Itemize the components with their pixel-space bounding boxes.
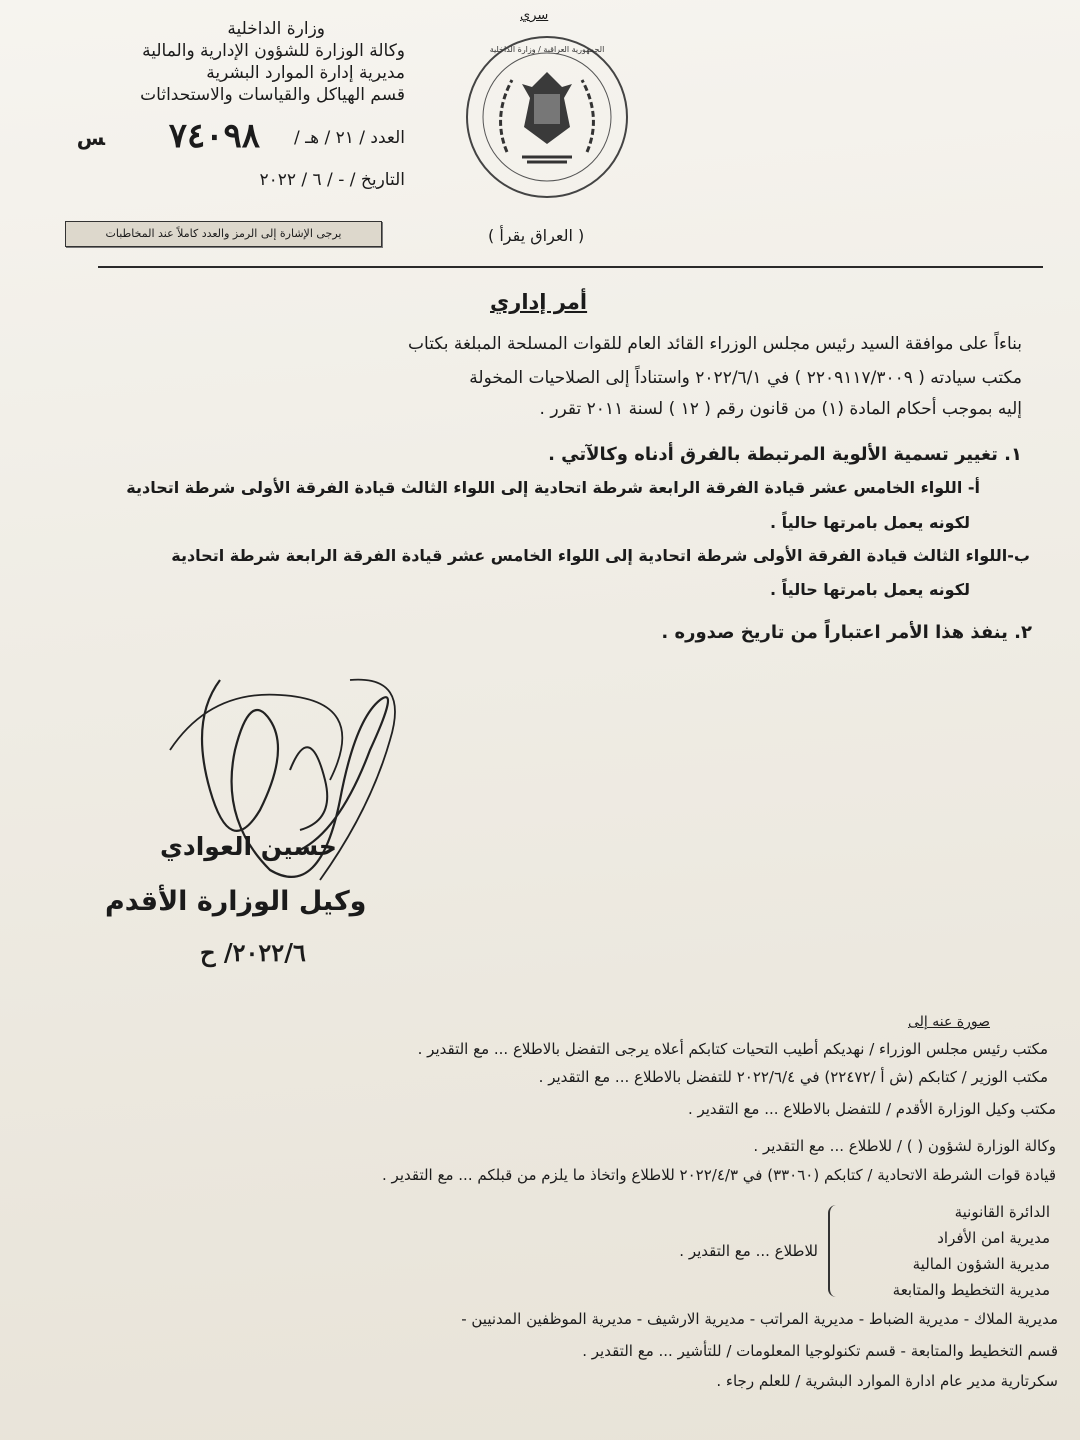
letterhead: [45, 18, 405, 106]
signatory-name: حسين العوادي: [160, 832, 337, 861]
order-item-2: ٢. ينفذ هذا الأمر اعتباراً من تاريخ صدوره .: [661, 622, 1032, 643]
date-row: التاريخ / - / ٦ / ٢٠٢٢: [259, 170, 405, 190]
reference-number: ٧٤٠٩٨: [168, 116, 260, 156]
reference-mark: ﺲ: [76, 126, 105, 150]
copy-group-item: مديرية الشؤون المالية: [912, 1255, 1050, 1273]
group-bracket: [828, 1205, 840, 1297]
body-line: بناءاً على موافقة السيد رئيس مجلس الوزراء القائد العام للقوات المسلحة المبلغة بكتاب: [408, 334, 1022, 354]
order-item-1b: ب-اللواء الثالث قيادة الفرقة الأولى شرطة اتحادية إلى اللواء الخامس عشر قيادة الفرقة الرابعة شرطة اتحادية: [171, 546, 1030, 565]
order-item-1b-cont: لكونه يعمل بامرتها حالياً .: [770, 580, 970, 599]
copy-line: مكتب وكيل الوزارة الأقدم / للتفضل بالاطلاع ... مع التقدير .: [687, 1100, 1056, 1118]
copy-line: وكالة الوزارة لشؤون ( ) / للاطلاع ... مع التقدير .: [753, 1137, 1056, 1155]
reference-row: [65, 116, 405, 156]
copy-group-note: للاطلاع ... مع التقدير .: [679, 1242, 818, 1260]
reference-note-box: يرجى الإشارة إلى الرمز والعدد كاملاً عند المخاطبات: [65, 221, 382, 247]
ministry-emblem-icon: [462, 32, 632, 202]
header-divider: [98, 266, 1043, 268]
emblem-text: الجمهورية العراقية / وزارة الداخلية: [489, 45, 605, 54]
copy-line: مكتب رئيس مجلس الوزراء / نهديكم أطيب التحيات كتابكم أعلاه يرجى التفضل بالاطلاع ... مع التقدير .: [417, 1040, 1048, 1058]
copy-tail-line: قسم التخطيط والمتابعة - قسم تكنولوجيا المعلومات / للتأشير ... مع التقدير .: [582, 1342, 1058, 1360]
order-item-1a-cont: لكونه يعمل بامرتها حالياً .: [770, 513, 970, 532]
document-title: أمر إداري: [490, 290, 588, 314]
order-item-1: ١. تغيير تسمية الألوية المرتبطة بالفرق أدناه وكالآتي .: [548, 444, 1022, 465]
signatory-title: وكيل الوزارة الأقدم: [105, 886, 367, 917]
order-item-1a: أ- اللواء الخامس عشر قيادة الفرقة الرابعة شرطة اتحادية إلى اللواء الثالث قيادة الفرقة الأولى شرطة اتحادية: [126, 478, 980, 497]
body-line: إليه بموجب أحكام المادة (١) من قانون رقم ( ١٢ ) لسنة ٢٠١١ تقرر .: [539, 399, 1022, 419]
signature-date: ٢٠٢٢/٦/ ح: [200, 938, 306, 967]
reference-label: العدد / ٢١ / هـ /: [293, 128, 405, 148]
handwritten-signature-icon: [150, 660, 440, 920]
copy-tail-line: سكرتارية مدير عام ادارة الموارد البشرية / للعلم رجاء .: [716, 1372, 1058, 1390]
letterhead-line: مديرية إدارة الموارد البشرية: [206, 63, 405, 83]
copy-line: قيادة قوات الشرطة الاتحادية / كتابكم (٣٣٠٦٠) في ٢٠٢٢/٤/٣ للاطلاع واتخاذ ما يلزم من قبلكم ... مع التقدير .: [382, 1166, 1056, 1184]
letterhead-line: وكالة الوزارة للشؤون الإدارية والمالية: [142, 41, 405, 61]
copy-tail-line: مديرية الملاك - مديرية الضباط - مديرية المراتب - مديرية الارشيف - مديرية الموظفين المدنيين -: [461, 1310, 1058, 1328]
classification-mark: سري: [520, 8, 549, 23]
copy-group-item: مديرية امن الأفراد: [937, 1229, 1050, 1247]
copies-heading: صورة عنه إلى: [907, 1014, 990, 1030]
copy-group-item: مديرية التخطيط والمتابعة: [892, 1281, 1050, 1299]
body-line: مكتب سيادته ( ٢٢٠٩١١٧/٣٠٠٩ ) في ٢٠٢٢/٦/١ واستناداً إلى الصلاحيات المخولة: [469, 368, 1022, 388]
letterhead-line: قسم الهياكل والقياسات والاستحداثات: [140, 85, 405, 105]
slogan: ( العراق يقرأ ): [488, 226, 585, 245]
copy-group-item: الدائرة القانونية: [954, 1203, 1050, 1221]
letterhead-line: وزارة الداخلية: [227, 19, 325, 39]
copy-line: مكتب الوزير / كتابكم (ش أ /٢٢٤٧٢) في ٢٠٢٢/٦/٤ للتفضل بالاطلاع ... مع التقدير .: [538, 1068, 1048, 1086]
